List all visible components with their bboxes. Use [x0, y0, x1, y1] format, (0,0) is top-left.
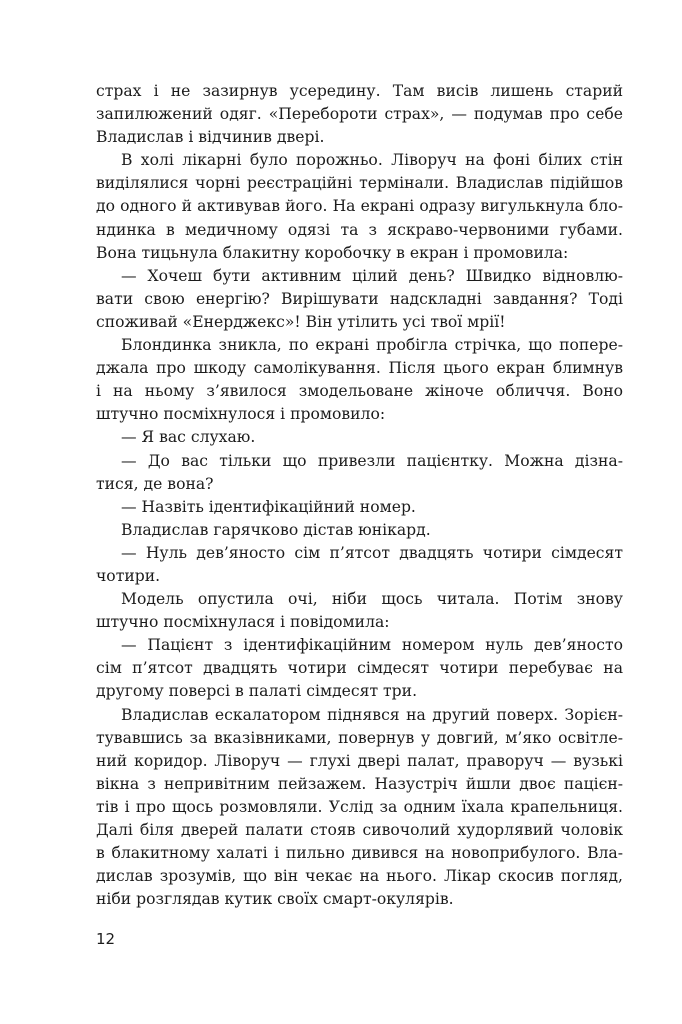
text-line: ндинка в медичному одязі та з яскраво-червоними губами.: [96, 220, 623, 239]
text-line: — Нуль дев’яносто сім п’ятсот двадцять чотири сімдесят: [121, 543, 623, 562]
text-line: Вона тицьнула блакитну коробочку в екран і промовила:: [96, 243, 569, 262]
text-line: Владислав гарячково дістав юнікард.: [121, 520, 431, 539]
text-line: В холі лікарні було порожньо. Ліворуч на фоні білих стін: [121, 151, 623, 170]
text-line: штучно посміхнулося і промовило:: [96, 405, 386, 424]
text-line: — Я вас слухаю.: [121, 428, 256, 447]
text-line: — Назвіть ідентифікаційний номер.: [121, 497, 416, 516]
text-line: ний коридор. Ліворуч — глухі двері палат, праворуч — вузькі: [96, 751, 623, 770]
text-line: до одного й активував його. На екрані одразу вигулькнула бло-: [96, 197, 623, 216]
text-line: Далі біля дверей палати стояв сивочолий худорлявий чоловік: [96, 821, 623, 839]
text-line: дислав зрозумів, що він чекає на нього. Лікар скосив погляд,: [96, 867, 623, 886]
text-line: тувавшись за вказівниками, повернув у довгий, м’яко освітле-: [96, 728, 623, 747]
text-line: споживай «Енерджекс»! Він утілить усі твої мрії!: [96, 312, 506, 331]
text-line: джала про шкоду самолікування. Після цього екран блимнув: [96, 359, 623, 378]
text-line: в блакитному халаті і пильно дивився на новоприбулого. Вла-: [96, 844, 623, 863]
text-line: запилюжений одяг. «Перебороти страх», — подумав про себе: [96, 105, 623, 124]
text-line: вати свою енергію? Вирішувати надскладні завдання? Тоді: [96, 289, 623, 308]
text-line: — Хочеш бути активним цілий день? Швидко відновлю-: [121, 266, 623, 285]
text-line: Владислав ескалатором піднявся на другий поверх. Зорієн-: [121, 705, 623, 724]
text-line: другому поверсі в палаті сімдесят три.: [96, 682, 418, 701]
text-line: Модель опустила очі, ніби щось читала. Потім знову: [121, 590, 623, 609]
text-line: сім п’ятсот двадцять чотири сімдесят чотири перебуває на: [96, 659, 623, 678]
text-line: тів і про щось розмовляли. Услід за одним їхала крапельниця.: [96, 797, 623, 816]
text-line: вікна з непривітним пейзажем. Назустріч йшли двоє пацієн-: [96, 774, 623, 793]
text-line: — До вас тільки що привезли пацієнтку. Можна дізна-: [121, 451, 623, 470]
text-line: тися, де вона?: [96, 474, 214, 493]
book-page-text: [96, 80, 623, 911]
text-line: — Пацієнт з ідентифікаційним номером нуль дев’яносто: [121, 636, 623, 655]
text-line: Владислав і відчинив двері.: [96, 128, 325, 147]
text-line: страх і не зазирнув усередину. Там висів лишень старий: [96, 82, 623, 100]
text-line: чотири.: [96, 566, 161, 585]
page-number: 12: [96, 930, 116, 948]
text-line: Блондинка зникла, по екрані пробігла стрічка, що попере-: [121, 336, 623, 355]
text-line: виділялися чорні реєстраційні термінали. Владислав підійшов: [96, 174, 623, 193]
text-line: ніби розглядав кутик своїх смарт-окулярів.: [96, 890, 454, 909]
text-line: штучно посміхнулася і повідомила:: [96, 613, 390, 632]
text-line: і на ньому з’явилося змодельоване жіноче обличчя. Воно: [96, 382, 623, 401]
